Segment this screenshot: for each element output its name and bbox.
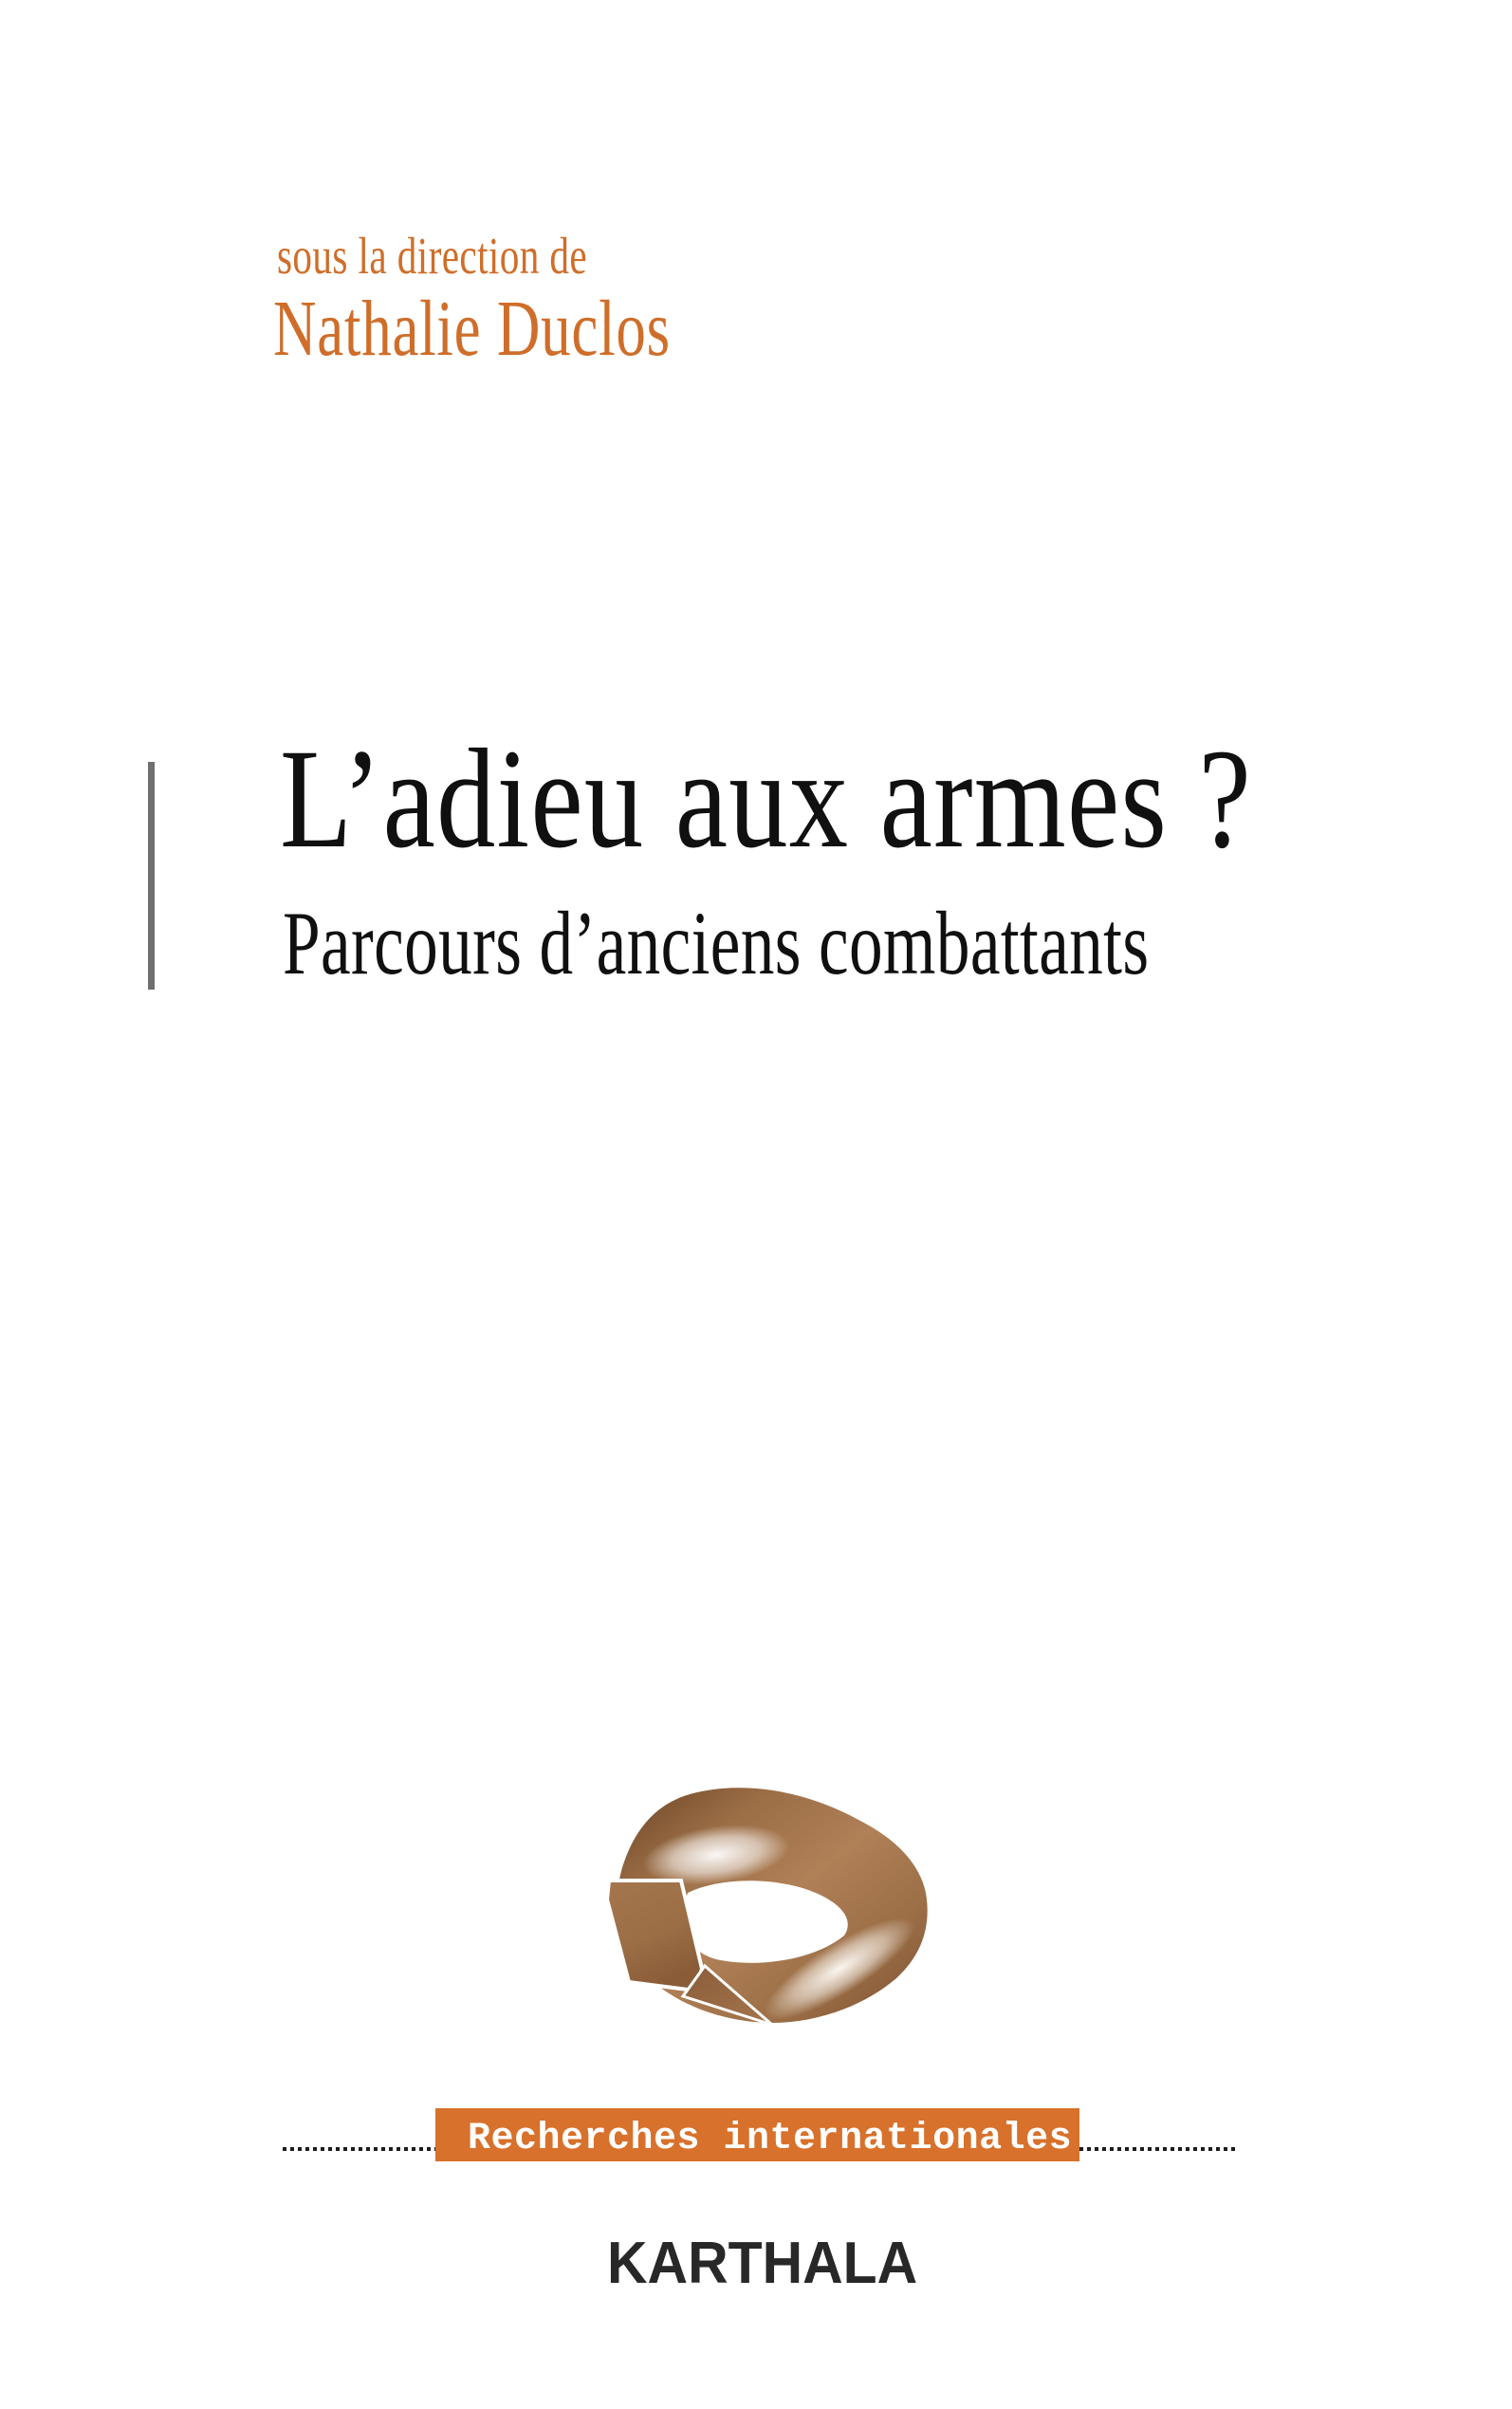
dotted-rule-right <box>1079 2147 1237 2151</box>
publisher-logo <box>560 1765 958 2030</box>
edited-by-line: sous la direction de <box>277 227 588 285</box>
dotted-rule-left <box>283 2147 435 2151</box>
mobius-ribbon-icon <box>560 1765 958 2030</box>
title-accent-rule <box>148 762 155 990</box>
series-banner <box>435 2108 1079 2161</box>
editor-name: Nathalie Duclos <box>273 285 671 373</box>
series-label: Recherches internationales <box>468 2118 1073 2160</box>
book-title: L’adieu aux armes ? <box>280 720 1253 878</box>
book-subtitle: Parcours d’anciens combattants <box>283 893 1150 993</box>
publisher-name: KARTHALA <box>607 2231 918 2296</box>
